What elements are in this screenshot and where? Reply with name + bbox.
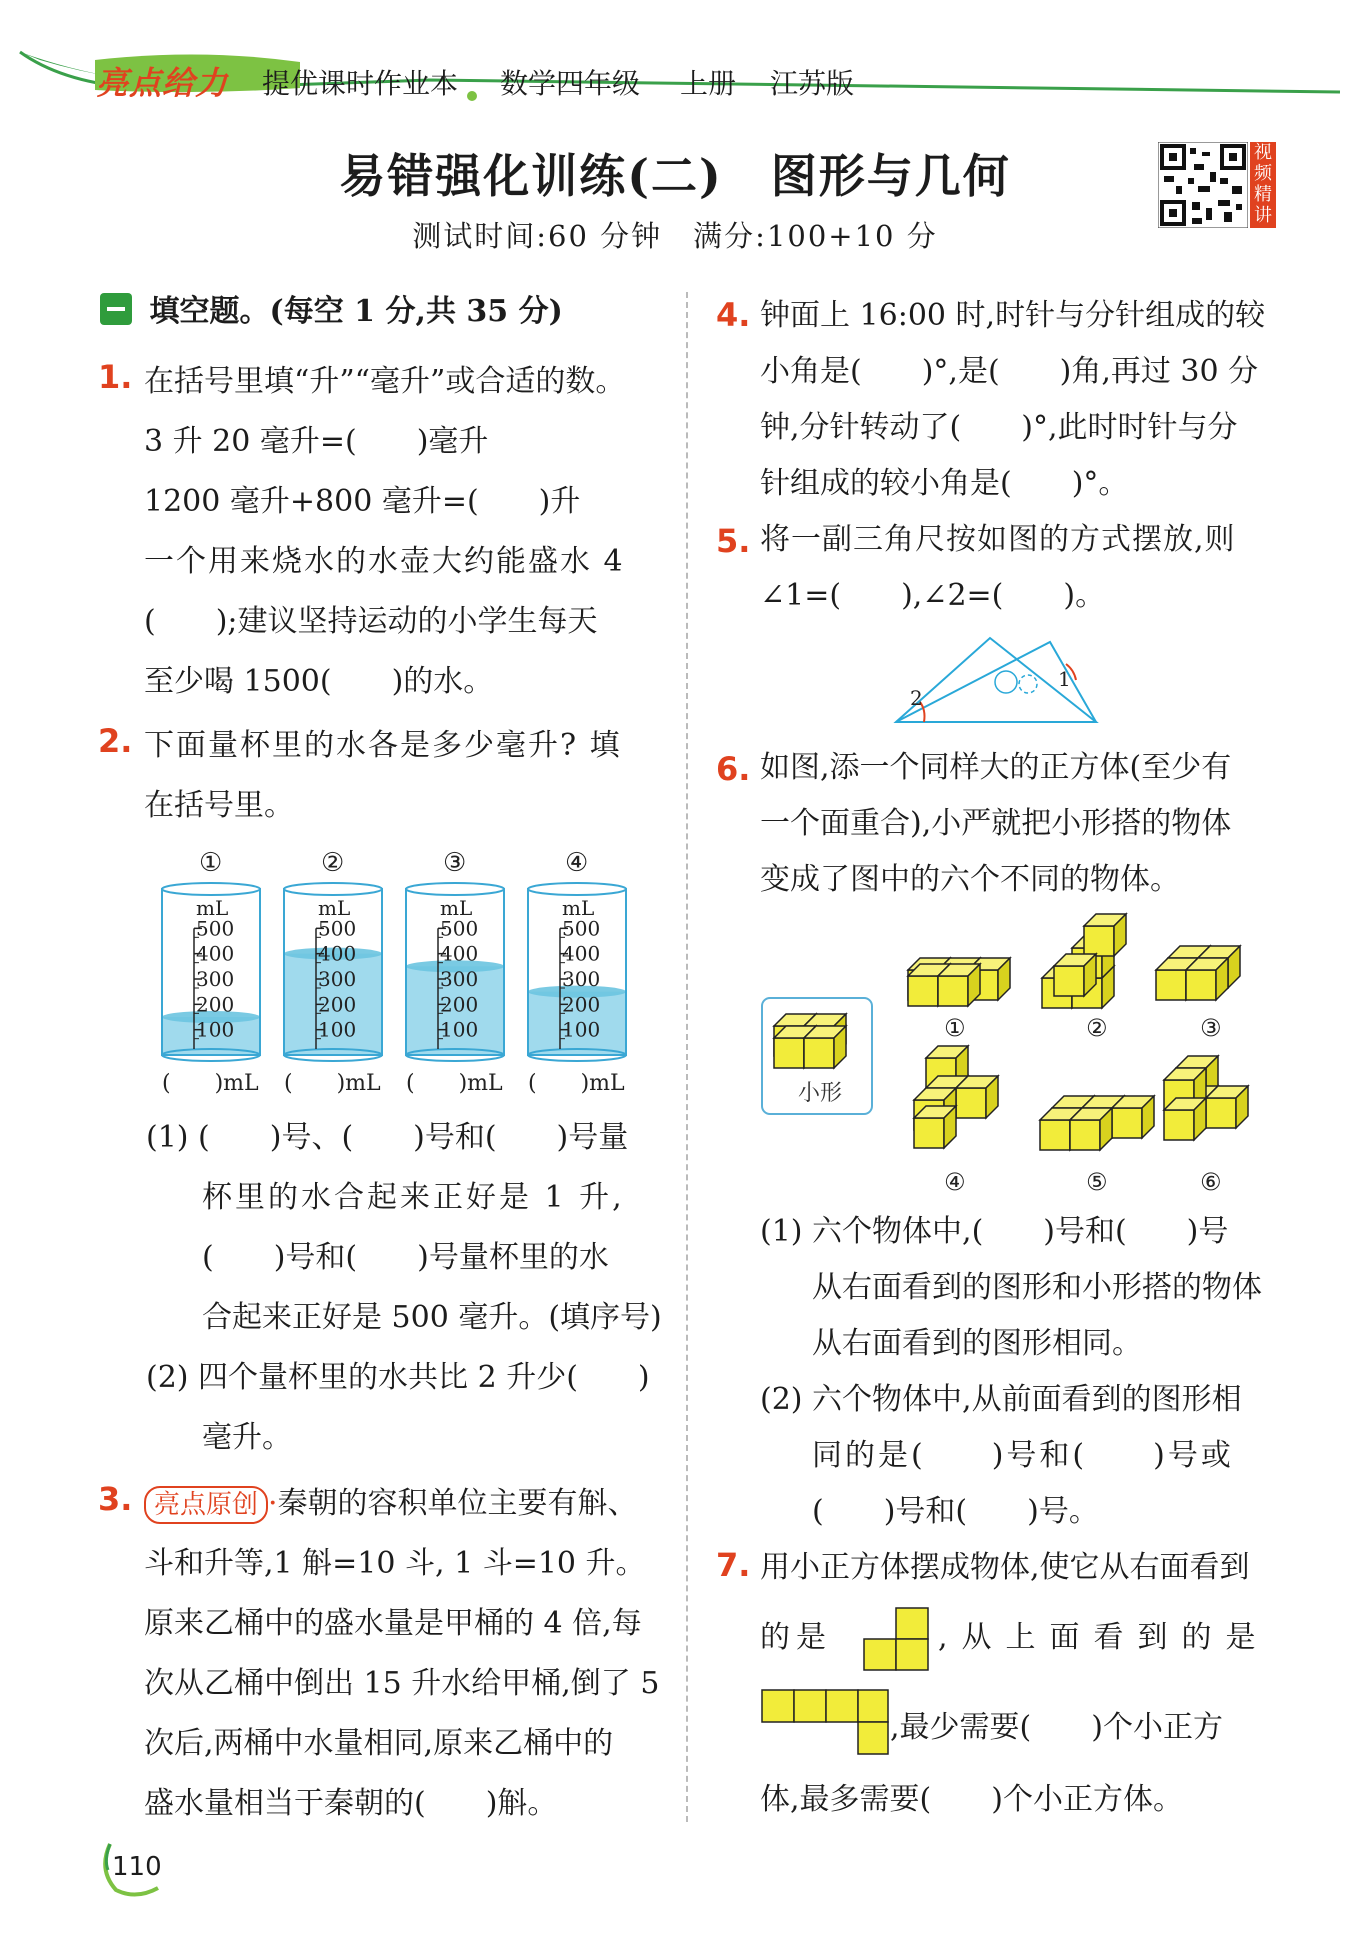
cup-tick-label: 300 [318,967,357,991]
column-divider [686,292,688,1822]
edition: 江苏版 [770,67,855,100]
q1-line: 1200 毫升+800 毫升=( )升 [144,484,581,519]
q2-sub-line: 合起来正好是 500 毫升。(填序号) [202,1300,662,1335]
q4-line: 针组成的较小角是( )°。 [760,466,1129,501]
measuring-cup [162,848,260,1095]
cup-tick-label: 300 [440,967,479,991]
q6-number: 6. [716,750,751,788]
q2-line: 在括号里。 [144,788,294,823]
angle-2-label: 2 [910,686,923,710]
q4-line: 小角是( )°,是( )角,再过 30 分 [760,354,1259,389]
q6-line: 如图,添一个同样大的正方体(至少有 [760,750,1232,785]
q7-line1: 用小正方体摆成物体,使它从右面看到 [760,1550,1250,1585]
q6-sub-line: (2) 六个物体中,从前面看到的图形相 [760,1382,1242,1417]
q1-line: 一个用来烧水的水壶大约能盛水 4 [144,544,625,579]
cup-tick-label: 500 [440,916,479,941]
cube-figures [756,910,1276,1200]
q7-line4: 体,最多需要( )个小正方体。 [760,1782,1183,1817]
q4-body [760,288,1280,512]
cup-tick-label: 500 [196,916,235,941]
cup-label: ② [321,848,345,878]
q2-sub-line: ( )号和( )号量杯里的水 [202,1240,609,1275]
q6-sub-line: 从右面看到的图形和小形搭的物体 [812,1270,1262,1305]
q6-sub-line: 同的是( )号和( )号或 [812,1438,1234,1473]
cup-tick-label: 100 [562,1017,601,1042]
brand-logo-text: 亮点给力 [96,64,229,102]
cup-tick-label: 200 [562,992,601,1017]
q7-line2a: 的是 [760,1620,832,1655]
q1-number: 1. [98,358,133,396]
q7-line2b: ,从上面看到的是 [938,1620,1270,1655]
subject-grade: 数学四年级 [500,67,641,100]
q6-body [760,740,1280,908]
cup-tick-label: 200 [196,992,235,1017]
q2-sub-line: 毫升。 [202,1420,292,1455]
q1-line: 在括号里填“升”“毫升”或合适的数。 [144,364,626,399]
cup-tick-label: 200 [440,992,479,1017]
cup-tick-label: 500 [562,916,601,941]
q3-body: 亮点原创 ·秦朝的容积单位主要有斛、 斗和升等,1 斛=10 斗, 1 斗=10 升。 原来乙桶中的盛水量是甲桶的 4 倍,每 次从乙桶中倒出 15 升水给甲桶,倒了 5 次后,两桶中水量相同,原来乙桶中的 盛水量相当于秦朝的( )斛。 [144,1474,674,1834]
figure-6-label: ⑥ [1200,1168,1222,1196]
cup-answer-blank: ( )mL [406,1071,503,1095]
q1-body [144,352,664,712]
cup-tick-label: 300 [562,967,601,991]
measuring-cup [406,848,504,1095]
cup-tick-label: 400 [318,941,357,966]
q7-number: 7. [716,1546,751,1584]
cup-tick-label: 500 [318,916,357,941]
cup-tick-label: 400 [562,941,601,966]
volume: 上册 [680,67,737,100]
section-number-icon [100,293,132,325]
q3-line: 次后,两桶中水量相同,原来乙桶中的 [144,1726,614,1761]
cup-label: ④ [565,848,589,878]
q6-subquestions [760,1204,1280,1540]
cup-label: ③ [443,848,467,878]
q4-line: 钟面上 16:00 时,时针与分针组成的较 [760,298,1266,333]
q5-line: 将一副三角尺按如图的方式摆放,则 [760,522,1236,557]
series-name: 提优课时作业本 [262,67,459,100]
q3-line: 次从乙桶中倒出 15 升水给甲桶,倒了 5 [144,1666,660,1701]
q1-line: 至少喝 1500( )的水。 [144,664,494,699]
q3-line: 原来乙桶中的盛水量是甲桶的 4 倍,每 [144,1606,642,1641]
cup-unit: mL [196,896,229,920]
cup-unit: mL [562,896,595,920]
q2-subquestions [146,1108,666,1468]
q7-line3: ,最少需要( )个小正方 [890,1710,1223,1745]
q2-number: 2. [98,722,133,760]
qr-video-label: 视频精讲 [1250,142,1276,228]
q2-line: 下面量杯里的水各是多少毫升? 填 [144,728,622,763]
measuring-cups [156,845,656,1095]
figure-5-label: ⑤ [1086,1168,1108,1196]
cup-answer-blank: ( )mL [284,1071,381,1095]
cup-tick-label: 300 [196,967,235,991]
small-shape-label: 小形 [798,1081,843,1106]
q4-line: 钟,分针转动了( )°,此时时针与分 [760,410,1238,445]
q6-sub-line: (1) 六个物体中,( )号和( )号 [760,1214,1229,1249]
q3-line: 秦朝的容积单位主要有斛、 [277,1486,638,1521]
cup-tick-label: 200 [318,992,357,1017]
q2-sub-line: (2) 四个量杯里的水共比 2 升少( ) [146,1360,650,1395]
measuring-cups-figure [156,845,656,1095]
q3-line: 盛水量相当于秦朝的( )斛。 [144,1786,558,1821]
cup-tick-label: 100 [318,1017,357,1042]
cup-unit: mL [440,896,473,920]
q6-line: 变成了图中的六个不同的物体。 [760,862,1180,897]
cup-unit: mL [318,896,351,920]
figure-2-label: ② [1086,1014,1108,1042]
top-view-figure [760,1688,890,1758]
original-tag: 亮点原创 [144,1486,268,1524]
q5-body [760,512,1280,624]
q5-line: ∠1=( ),∠2=( )。 [760,578,1106,613]
measuring-cup [284,848,382,1095]
figure-3-label: ③ [1200,1014,1222,1042]
page-number: 110 [112,1852,162,1882]
q1-line: ( );建议坚持运动的小学生每天 [144,604,598,639]
figure-1-label: ① [944,1014,966,1042]
q2-body [144,716,664,836]
cup-tick-label: 100 [440,1017,479,1042]
q5-number: 5. [716,522,751,560]
q4-number: 4. [716,296,751,334]
cup-label: ① [199,848,223,878]
section-label: 填空题。(每空 1 分,共 35 分) [149,294,563,329]
section-header [100,282,563,342]
page-subtitle: 测试时间:60 分钟 满分:100+10 分 [412,219,938,253]
right-view-figure [862,1606,932,1672]
cup-tick-label: 100 [196,1017,235,1042]
page-title: 易错强化训练(二) 图形与几何 [339,149,1011,203]
q1-line: 3 升 20 毫升=( )毫升 [144,424,489,459]
q3-number: 3. [98,1480,133,1518]
cup-answer-blank: ( )mL [528,1071,625,1095]
q6-line: 一个面重合),小严就把小形搭的物体 [760,806,1232,841]
q3-line: 斗和升等,1 斛=10 斗, 1 斗=10 升。 [144,1546,646,1581]
cup-tick-label: 400 [196,941,235,966]
triangle-rulers-figure [890,630,1100,730]
q2-sub-line: (1) ( )号、( )号和( )号量 [146,1120,629,1155]
figure-4-label: ④ [944,1168,966,1196]
angle-1-label: 1 [1058,667,1071,691]
measuring-cup [528,848,626,1095]
q6-sub-line: 从右面看到的图形相同。 [812,1326,1142,1361]
cup-answer-blank: ( )mL [162,1071,259,1095]
q6-sub-line: ( )号和( )号。 [812,1494,1099,1529]
q2-sub-line: 杯里的水合起来正好是 1 升, [202,1180,625,1215]
cup-tick-label: 400 [440,941,479,966]
